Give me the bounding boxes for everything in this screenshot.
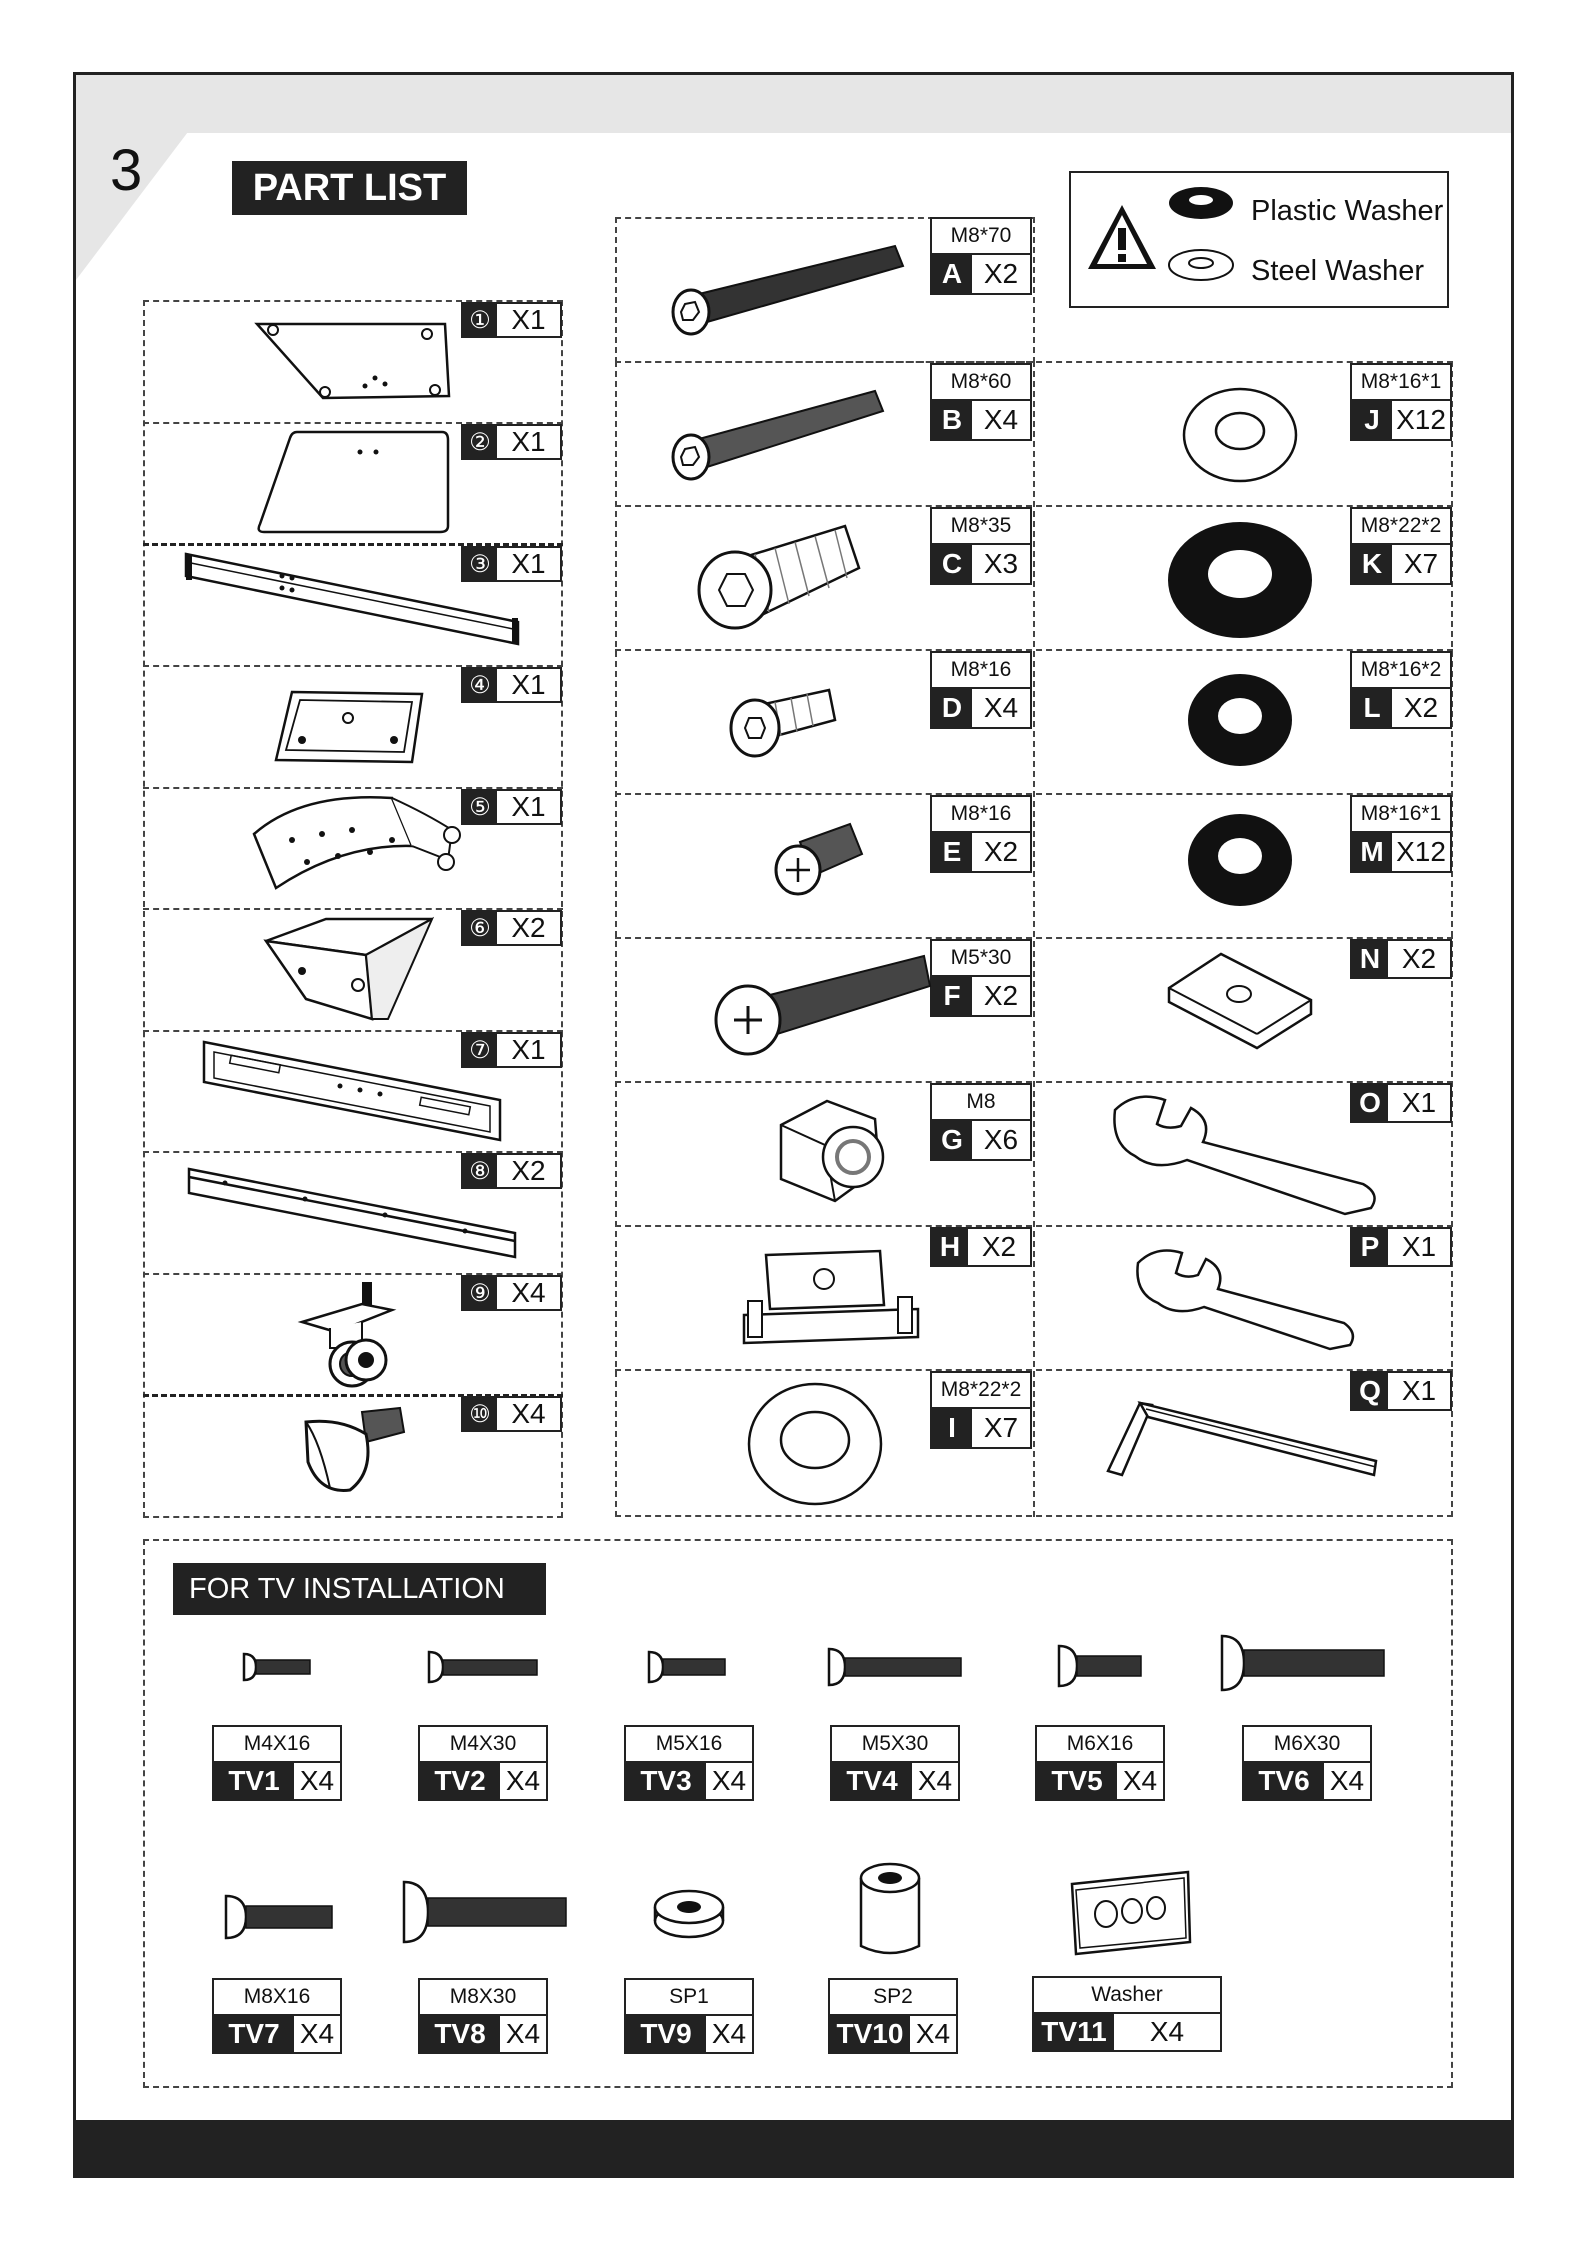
tv6-tag [1242,1725,1372,1801]
part-size: M8*16 [932,797,1030,833]
part-k-tag [1350,507,1452,585]
washer-warning [1069,171,1449,308]
tv-size: M4X30 [420,1727,546,1763]
part-number: ① [463,304,497,336]
tv-code: TV8 [420,2016,500,2052]
part-letter: A [932,255,972,293]
screw-tv8-drawing [400,1878,570,1946]
part-size: M5*30 [932,941,1030,977]
part-letter: Q [1352,1373,1388,1409]
tv-quantity: X4 [915,2018,951,2049]
bolt-b-drawing [665,385,895,485]
part-quantity: X4 [983,404,1019,435]
screw-tv3-drawing [645,1648,729,1686]
row-divider [615,505,1453,507]
part-quantity: X1 [1401,1231,1437,1262]
steel-washer-label: Steel Washer [1251,255,1424,287]
part-quantity: X2 [511,912,546,943]
screw-tv1-drawing [240,1650,315,1684]
part-letter: D [932,689,972,727]
part-2-label [461,424,562,460]
spacer-tv9-drawing [652,1885,726,1941]
top-plate-drawing [255,318,455,408]
page-title: PART LIST [232,161,467,215]
part-i-tag [930,1371,1032,1449]
tv-code: TV6 [1244,1763,1324,1799]
part-size: M8*60 [932,365,1030,401]
tv-quantity: X4 [505,1765,541,1796]
caster-wheel-drawing [300,1278,420,1390]
mount-plate-drawing [272,688,432,768]
tv-quantity: X4 [1122,1765,1158,1796]
part-1-label [461,302,562,338]
hex-key-q-drawing [1100,1395,1390,1495]
tv-installation-title: FOR TV INSTALLATION [173,1563,546,1615]
screw-tv6-drawing [1218,1632,1388,1694]
tv-quantity: X4 [1329,1765,1365,1796]
washer-l-drawing [1185,670,1295,770]
washer-m-drawing [1185,810,1295,910]
part-e-tag [930,795,1032,873]
part-size: M8*16*1 [1352,365,1450,401]
part-number: ⑤ [463,791,497,823]
tv-quantity: X4 [1149,2016,1185,2047]
part-d-tag [930,651,1032,729]
bolt-f-drawing [710,950,940,1070]
part-quantity: X12 [1396,836,1446,867]
tv7-tag [212,1978,342,2054]
warning-icon [1086,201,1158,273]
tv-code: TV7 [214,2016,294,2052]
part-number: ⑦ [463,1034,497,1066]
part-number: ② [463,426,497,458]
part-number: ⑨ [463,1277,497,1309]
bracket-h-drawing [740,1245,920,1355]
plastic-washer-icon [1166,183,1236,223]
part-letter: H [932,1229,968,1265]
part-quantity: X1 [1401,1375,1437,1406]
part-letter: G [932,1121,972,1159]
tv4-tag [830,1725,960,1801]
part-number: ④ [463,669,497,701]
tv2-tag [418,1725,548,1801]
tv3-tag [624,1725,754,1801]
tv11-tag [1032,1976,1222,2052]
tv9-tag [624,1978,754,2054]
tv-code: TV9 [626,2016,706,2052]
part-quantity: X4 [511,1277,546,1308]
plastic-washer-label: Plastic Washer [1251,195,1444,227]
part-f-tag [930,939,1032,1017]
washer-i-drawing [745,1380,885,1508]
part-letter: M [1352,833,1392,871]
part-quantity: X1 [511,791,546,822]
tv-size: SP2 [830,1980,956,2016]
part-size: M8*22*2 [1352,509,1450,545]
part-9-label [461,1275,562,1311]
washer-j-drawing [1180,385,1300,485]
part-number: ⑩ [463,1398,497,1430]
crossbar-drawing [182,548,522,653]
tv-size: Washer [1034,1978,1220,2014]
part-quantity: X6 [983,1124,1019,1155]
tv-code: TV11 [1034,2014,1114,2050]
tv-quantity: X4 [505,2018,541,2049]
base-plate-drawing [252,428,452,538]
row-divider [615,649,1453,651]
column-divider [1033,361,1035,1517]
part-letter: K [1352,545,1392,583]
steel-washer-icon [1166,245,1236,285]
tv-size: M8X30 [420,1980,546,2016]
nut-g-drawing [765,1095,895,1215]
part-l-tag [1350,651,1452,729]
part-quantity: X1 [511,426,546,457]
tv-size: M5X30 [832,1727,958,1763]
bolt-d-drawing [725,680,845,770]
leveling-foot-drawing [300,1402,410,1502]
tv-quantity: X4 [711,1765,747,1796]
washer-plate-tv11-drawing [1068,1868,1194,1958]
part-5-label [461,789,562,825]
part-c-tag [930,507,1032,585]
tv-size: SP1 [626,1980,752,2016]
part-size: M8*16*2 [1352,653,1450,689]
part-letter: N [1352,941,1388,977]
page-number: 3 [110,138,143,203]
tv-quantity: X4 [299,2018,335,2049]
part-letter: F [932,977,972,1015]
part-letter: B [932,401,972,439]
part-quantity: X1 [511,548,546,579]
part-m-tag [1350,795,1452,873]
row-divider [615,937,1453,939]
tv-code: TV2 [420,1763,500,1799]
part-10-label [461,1396,562,1432]
part-quantity: X3 [983,548,1019,579]
part-letter: C [932,545,972,583]
part-quantity: X2 [1401,943,1437,974]
part-n-tag [1350,939,1452,979]
part-quantity: X4 [511,1398,546,1429]
part-letter: I [932,1409,972,1447]
row-divider [615,793,1453,795]
part-quantity: X12 [1396,404,1446,435]
part-number: ③ [463,548,497,580]
part-number: ⑥ [463,912,497,944]
part-quantity: X1 [511,669,546,700]
tv-code: TV3 [626,1763,706,1799]
screw-tv2-drawing [425,1648,541,1686]
part-size: M8*22*2 [932,1373,1030,1409]
tv-bracket-drawing [185,1165,525,1265]
part-letter: J [1352,401,1392,439]
part-a-tag [930,217,1032,295]
row-divider [615,1369,1453,1371]
tv-code: TV10 [830,2016,910,2052]
wrench-p-drawing [1130,1245,1360,1355]
part-quantity: X1 [1401,1087,1437,1118]
row-divider [615,1225,1453,1227]
tilt-bracket-drawing [252,790,472,900]
bolt-c-drawing [695,520,875,640]
screw-tv5-drawing [1055,1642,1145,1690]
part-quantity: X2 [983,980,1019,1011]
corner-bracket-drawing [262,915,462,1027]
part-p-tag [1350,1227,1452,1267]
tv-code: TV1 [214,1763,294,1799]
page-corner [76,75,246,285]
part-quantity: X1 [511,304,546,335]
row-divider [615,1081,1453,1083]
part-j-tag [1350,363,1452,441]
part-h-tag [930,1227,1032,1267]
header-band [76,75,1511,133]
part-quantity: X2 [1403,692,1439,723]
part-b-tag [930,363,1032,441]
part-letter: O [1352,1085,1388,1121]
part-size: M8*16 [932,653,1030,689]
tv-size: M8X16 [214,1980,340,2016]
part-size: M8*70 [932,219,1030,255]
part-size: M8*35 [932,509,1030,545]
tv-code: TV5 [1037,1763,1117,1799]
wrench-o-drawing [1105,1090,1385,1220]
wall-rail-drawing [200,1038,510,1148]
screw-e-drawing [770,820,870,910]
screw-tv7-drawing [222,1892,337,1942]
part-quantity: X4 [983,692,1019,723]
part-4-label [461,667,562,703]
tv-size: M4X16 [214,1727,340,1763]
part-letter: P [1352,1229,1388,1265]
plate-n-drawing [1165,950,1315,1060]
tv-size: M6X30 [1244,1727,1370,1763]
part-6-label [461,910,562,946]
part-quantity: X7 [983,1412,1019,1443]
part-quantity: X7 [1403,548,1439,579]
part-letter: L [1352,689,1392,727]
tv-size: M6X16 [1037,1727,1163,1763]
tv-quantity: X4 [299,1765,335,1796]
tv-size: M5X16 [626,1727,752,1763]
tv10-tag [828,1978,958,2054]
tv-quantity: X4 [917,1765,953,1796]
part-quantity: X2 [983,258,1019,289]
part-size: M8 [932,1085,1030,1121]
tv8-tag [418,1978,548,2054]
part-quantity: X2 [983,836,1019,867]
tv-code: TV4 [832,1763,912,1799]
part-letter: E [932,833,972,871]
screw-tv4-drawing [825,1645,965,1689]
part-quantity: X2 [511,1155,546,1186]
washer-k-drawing [1165,520,1315,640]
part-size: M8*16*1 [1352,797,1450,833]
part-number: ⑧ [463,1155,497,1187]
footer-bar [73,2120,1514,2178]
bolt-a-drawing [665,240,915,340]
part-quantity: X2 [981,1231,1017,1262]
part-quantity: X1 [511,1034,546,1065]
part-g-tag [930,1083,1032,1161]
tv5-tag [1035,1725,1165,1801]
tv-quantity: X4 [711,2018,747,2049]
tv1-tag [212,1725,342,1801]
spacer-tv10-drawing [855,1860,925,1960]
